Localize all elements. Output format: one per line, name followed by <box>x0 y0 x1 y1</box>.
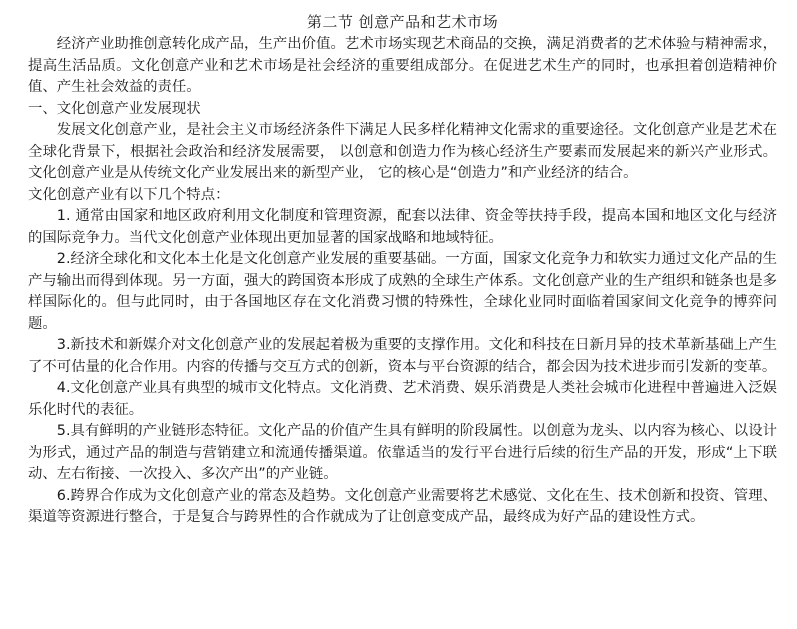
feature-item-3: 3.新技术和新媒介对文化创意产业的发展起着极为重要的支撑作用。文化和科技在日新月异的技术革新基础上产生了不可估量的化合作用。内容的传播与交互方式的创新，资本与平台资源的结合，都会因为技术进步而引发新的变革。 <box>28 337 777 375</box>
section-1-heading: 一、文化创意产业发展现状 <box>28 100 201 117</box>
features-heading: 文化创意产业有以下几个特点： <box>28 186 230 203</box>
section-title: 第二节 创意产品和艺术市场 <box>306 13 499 31</box>
feature-item-2: 2.经济全球化和文化本土化是文化创意产业发展的重要基础。一方面，国家文化竞争力和软实力通过文化产品的生产与输出而得到体现。另一方面，强大的跨国资本形成了成熟的全球生产体系。文化创意产业的生产组织和链条也是多样国际化的。但与此同时，由于各国地区存在文化消费习惯的特殊性，全球化业同时面临着国家间文化竞争的博弈问题。 <box>28 251 777 332</box>
feature-item-1: 1. 通常由国家和地区政府利用文化制度和管理资源，配套以法律、资金等扶持手段，提高本国和地区文化与经济的国际竞争力。当代文化创意产业体现出更加显著的国家战略和地域特征。 <box>28 208 777 246</box>
feature-item-6: 6.跨界合作成为文化创意产业的常态及趋势。文化创意产业需要将艺术感觉、文化在生、技术创新和投资、管理、渠道等资源进行整合，于是复合与跨界性的合作就成为了让创意变成产品，最终成为好产品的建设性方式。 <box>28 487 777 525</box>
feature-item-5: 5.具有鲜明的产业链形态特征。文化产品的价值产生具有鲜明的阶段属性。以创意为龙头、以内容为核心、以设计为形式，通过产品的制造与营销建立和流通传播渠道。依靠适当的发行平台进行后续的衍生产品的开发，形成“上下联动、左右衔接、一次投入、多次产出”的产业链。 <box>28 423 777 482</box>
intro-paragraph: 经济产业助推创意转化成产品，生产出价值。艺术市场实现艺术商品的交换，满足消费者的艺术体验与精神需求，提高生活品质。文化创意产业和艺术市场是社会经济的重要组成部分。在促进艺术生产的同时，也承担着创造精神价值、产生社会效益的责任。 <box>28 36 777 95</box>
feature-item-4: 4.文化创意产业具有典型的城市文化特点。文化消费、艺术消费、娱乐消费是人类社会城市化进程中普遍进入泛娱乐化时代的表征。 <box>28 380 777 418</box>
section-1-paragraph: 发展文化创意产业，是社会主义市场经济条件下满足人民多样化精神文化需求的重要途径。文化创意产业是艺术在全球化背景下，根据社会政治和经济发展需要， 以创意和创造力作为核心经济生产要素而发展起来的新兴产业形式。文化创意产业是从传统文化产业发展出来的新型产业， 它的核心是“创造力”和产业经济的结合。 <box>28 122 777 181</box>
